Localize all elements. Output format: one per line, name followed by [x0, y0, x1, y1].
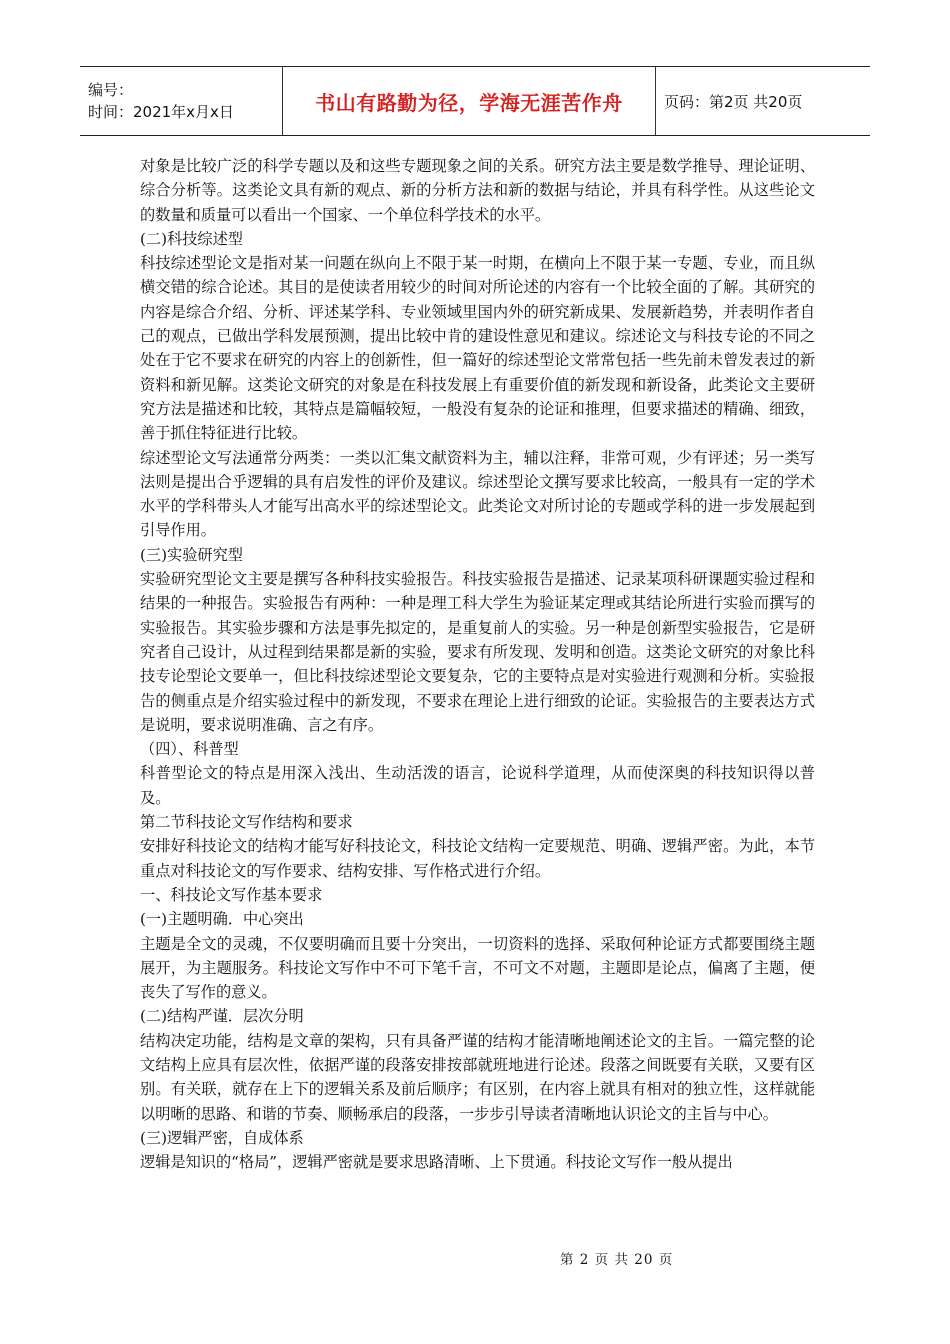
header-motto-cell: [283, 67, 656, 135]
header-page-info: 页码：第2页 共20页: [664, 92, 803, 111]
header-motto: 书山有路勤为径，学海无涯苦作舟: [315, 90, 623, 115]
doc-number-label: 编号：: [88, 81, 134, 99]
header-page-cell: [656, 67, 870, 135]
paragraph: 主题是全文的灵魂，不仅要明确而且要十分突出，一切资料的选择、采取何种论证方式都要围绕主题展开，为主题服务。科技论文写作中不可下笔千言，不可文不对题，主题即是论点，偏离了主题，便丧失了写作的意义。: [140, 934, 815, 1002]
paragraph: 对象是比较广泛的科学专题以及和这些专题现象之间的关系。研究方法主要是数学推导、理论证明、综合分析等。这类论文具有新的观点、新的分析方法和新的数据与结论，并具有科学性。从这些论文的数量和质量可以看出一个国家、一个单位科学技术的水平。: [140, 157, 815, 224]
paragraph: 综述型论文写法通常分两类：一类以汇集文献资料为主，辅以注释，非常可观，少有评述；另一类写法则是提出合乎逻辑的具有启发性的评价及建议。综述型论文撰写要求比较高，一般具有一定的学术水平的学科带头人才能写出高水平的综述型论文。此类论文对所讨论的专题或学科的进一步发展起到引导作用。: [140, 448, 815, 540]
paragraph: 实验研究型论文主要是撰写各种科技实验报告。科技实验报告是描述、记录某项科研课题实验过程和结果的一种报告。实验报告有两种：一种是理工科大学生为验证某定理或其结论所进行实验而撰写的实验报告。其实验步骤和方法是事先拟定的，是重复前人的实验。另一种是创新型实验报告，它是研究者自己设计，从过程到结果都是新的实验，要求有所发现、发明和创造。这类论文研究的对象比科技专论型论文要单一，但比科技综述型论文要复杂，它的主要特点是对实验进行观测和分析。实验报告的侧重点是介绍实验过程中的新发现，不要求在理论上进行细致的论证。实验报告的主要表达方式是说明，要求说明准确、言之有序。: [140, 570, 815, 734]
paragraph: 结构决定功能，结构是文章的架构，只有具备严谨的结构才能清晰地阐述论文的主旨。一篇完整的论文结构上应具有层次性，依据严谨的段落安排按部就班地进行论述。段落之间既要有关联，又要有区别。有关联，就存在上下的逻辑关系及前后顺序；有区别，在内容上就具有相对的独立性，这样就能以明晰的思路、和谐的节奏、顺畅承启的段落，一步步引导读者清晰地认识论文的主旨与中心。: [140, 1031, 815, 1123]
section-heading: （四）、科普型: [140, 740, 239, 759]
section-heading: 一、科技论文写作基本要求: [140, 885, 323, 904]
paragraph: 科普型论文的特点是用深入浅出、生动活泼的语言，论说科学道理，从而使深奥的科技知识得以普及。: [140, 764, 815, 807]
section-heading: (二)科技综述型: [140, 229, 243, 248]
page-footer: 第 2 页 共 20 页: [560, 1252, 674, 1268]
header-meta: [80, 67, 283, 135]
page-header: [80, 66, 870, 136]
paragraph: 安排好科技论文的结构才能写好科技论文，科技论文结构一定要规范、明确、逻辑严密。为此，本节重点对科技论文的写作要求、结构安排、写作格式进行介绍。: [140, 837, 815, 880]
section-heading: (三)逻辑严密，自成体系: [140, 1128, 304, 1147]
doc-time-label: 时间：2021年x月x日: [88, 103, 234, 121]
section-heading: 第二节科技论文写作结构和要求: [140, 813, 353, 832]
section-heading: (三)实验研究型: [140, 545, 243, 564]
paragraph: 科技综述型论文是指对某一问题在纵向上不限于某一时期，在横向上不限于某一专题、专业，而且纵横交错的综合论述。其目的是使读者用较少的时间对所论述的内容有一个比较全面的了解。其研究的内容是综合介绍、分析、评述某学科、专业领域里国内外的研究新成果、发展新趋势，并表明作者自己的观点，已做出学科发展预测，提出比较中肯的建设性意见和建议。综述论文与科技专论的不同之处在于它不要求在研究的内容上的创新性，但一篇好的综述型论文常常包括一些先前未曾发表过的新资料和新见解。这类论文研究的对象是在科技发展上有重要价值的新发现和新设备，此类论文主要研究方法是描述和比较，其特点是篇幅较短，一般没有复杂的论证和推理，但要求描述的精确、细致，善于抓住特征进行比较。: [140, 254, 815, 443]
paragraph: 逻辑是知识的“格局”，逻辑严密就是要求思路清晰、上下贯通。科技论文写作一般从提出: [140, 1153, 733, 1172]
section-heading: (一)主题明确．中心突出: [140, 910, 304, 929]
document-body: [140, 154, 815, 1174]
section-heading: (二)结构严谨．层次分明: [140, 1007, 304, 1026]
